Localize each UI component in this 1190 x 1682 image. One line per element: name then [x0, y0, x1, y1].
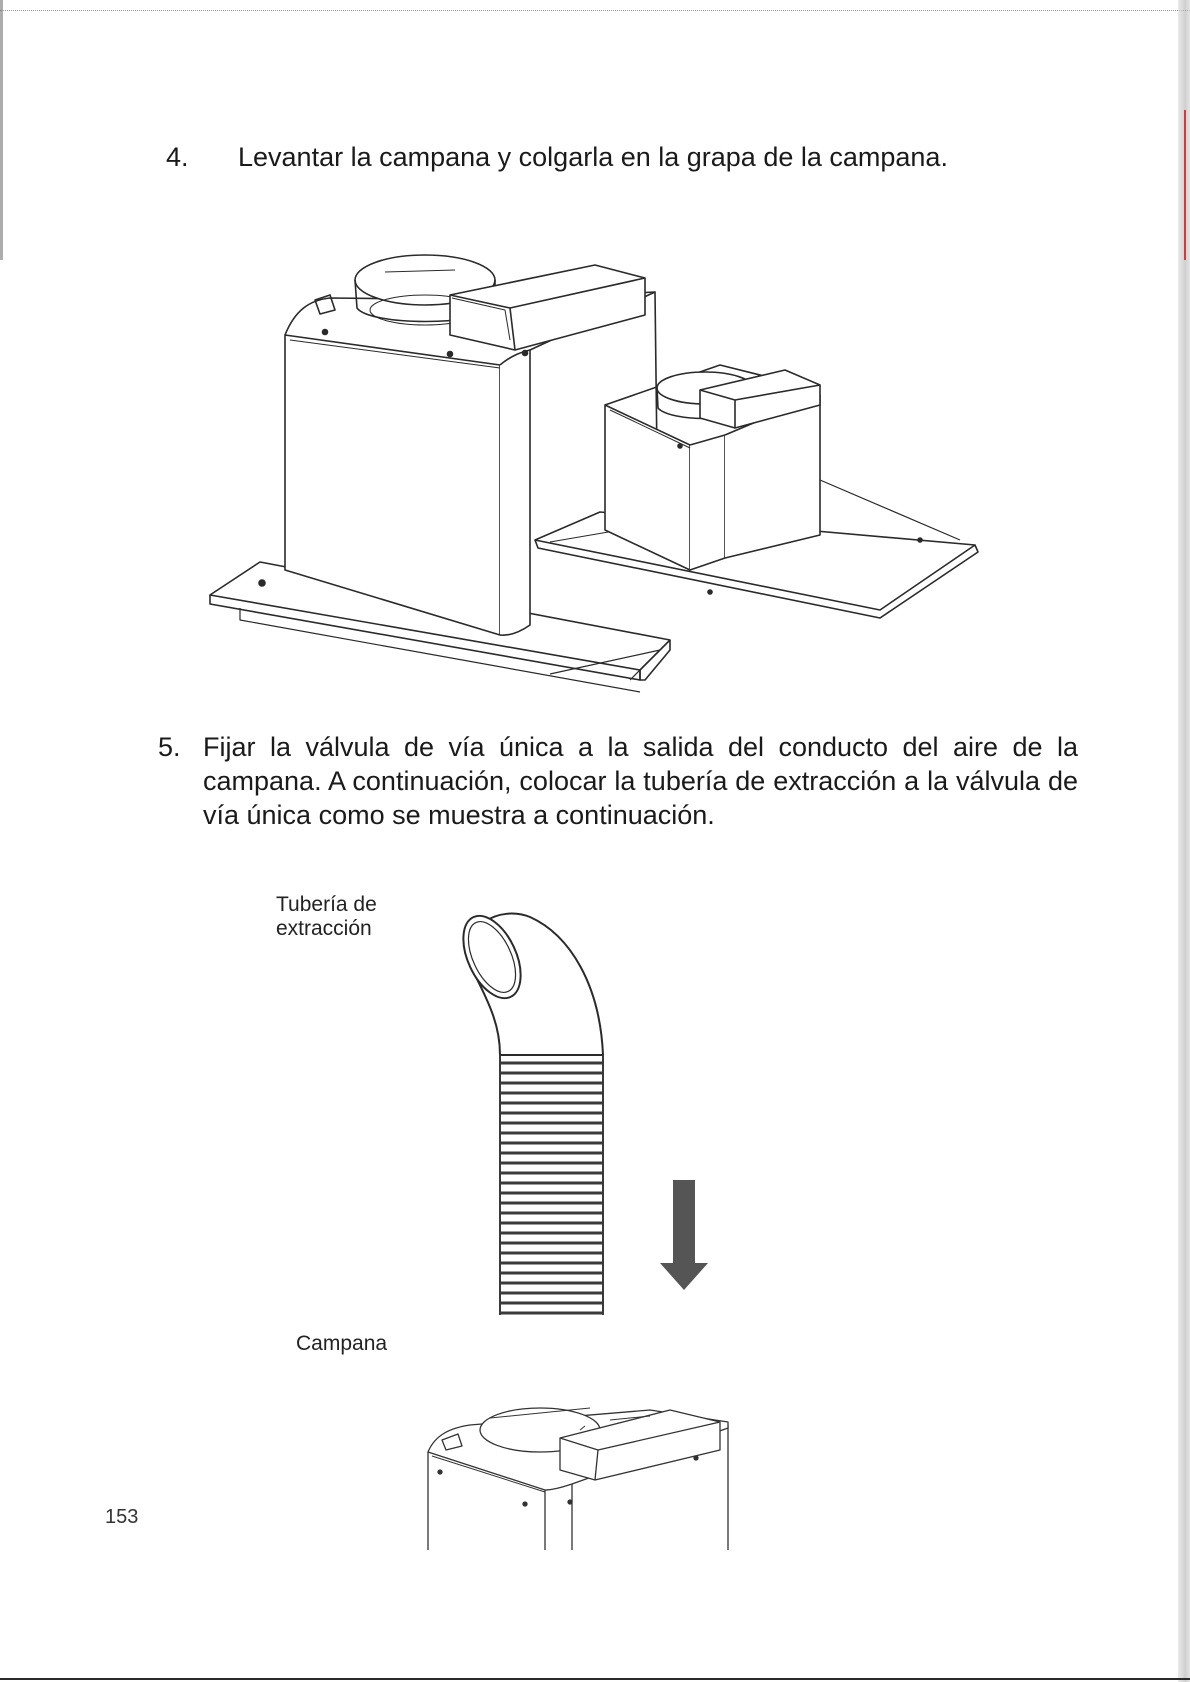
caption-line-2: extracción	[276, 917, 372, 940]
bottom-border	[0, 1678, 1190, 1680]
hood-body-illustration	[420, 1380, 780, 1550]
scan-mark	[1184, 110, 1186, 260]
down-arrow-icon	[660, 1180, 708, 1290]
right-hood-body	[605, 365, 820, 570]
page-number: 153	[105, 1506, 139, 1528]
pipe-corrugated	[500, 1055, 603, 1315]
scan-edge-left	[0, 0, 3, 260]
step-text: Fijar la válvula de vía única a la salida del conducto del aire de la campana. A continuación, colocar la tubería de extracción a la válvula de vía única como se muestra a continuación.	[203, 732, 1078, 830]
step-number: 5.	[158, 732, 181, 762]
step-number: 4.	[166, 142, 189, 172]
left-hood-body	[285, 255, 658, 635]
caption-line-1: Tubería de	[276, 893, 377, 916]
exhaust-pipe-caption	[276, 893, 377, 941]
hood-caption: Campana	[296, 1332, 388, 1355]
pipe-elbow	[460, 907, 603, 1055]
step-text: Levantar la campana y colgarla en la grapa de la campana.	[238, 142, 948, 172]
top-border	[0, 10, 1190, 11]
exhaust-pipe-illustration	[460, 905, 770, 1325]
hoods-illustration	[200, 240, 1060, 700]
